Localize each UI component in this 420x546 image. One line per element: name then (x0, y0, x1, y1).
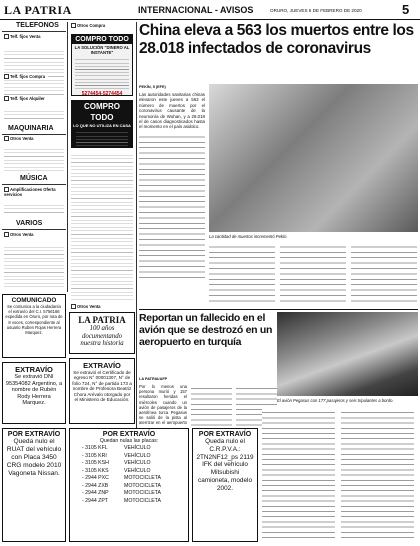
article-1-body-columns (209, 242, 418, 304)
telf-venta-ads (4, 48, 64, 96)
article-2-lead (139, 384, 187, 426)
article-1-headline: China eleva a 563 los muertos entre los 28.018 infectados de coronavirus (139, 22, 414, 57)
otros-compra-ads (71, 152, 133, 302)
article-1-caption: La cantidad de muertos incrementó Pekín. (209, 234, 288, 239)
plate-row: - 2944 ZNP MOTOCICLETA (82, 490, 161, 496)
masthead (0, 0, 420, 20)
paper-name: LA PATRIA (4, 3, 72, 17)
classifieds-column-2 (69, 22, 135, 332)
page-number: 5 (402, 2, 410, 17)
telf-venta-heading: Telf. fijos Venta (4, 34, 40, 39)
la-patria-promo-text: 100 años documentando nuestra historia (80, 325, 124, 348)
compro-todo-ad-1 (71, 34, 133, 96)
telefonos-title: TELEFONOS (16, 22, 59, 29)
por-extravio-2-title: POR EXTRAVÍO (102, 431, 156, 438)
compro-todo-title: COMPRO TODO (72, 35, 132, 44)
por-extravio-1-title: POR EXTRAVÍO (7, 431, 61, 438)
compro-todo-phone: 5274454-5274454 (81, 91, 123, 97)
por-extravio-1-notice (2, 428, 66, 542)
box-icon (71, 304, 76, 309)
comunicado-text: Se comunica a la ciudadanía el extravío del C.I. 5756166 expedida en Oruro, por ruta de 8 voces, correspondiente al usuario Ruben Rojas Herrera Marquez. (5, 304, 63, 336)
musica-ads (4, 202, 64, 216)
plate-row: - 2944 PXC MOTOCICLETA (82, 475, 161, 481)
por-extravio-3-notice (192, 428, 258, 542)
compro-todo-sub: LA SOLUCIÓN "DINERO AL INSTANTE" (74, 45, 130, 55)
article-2-caption: El avión Pegasus con 177 pasajeros y seis tripulantes a bordo. (277, 398, 394, 403)
por-extravio-2-notice (69, 428, 189, 542)
extravio-1-notice (2, 362, 66, 424)
extravio-2-title: EXTRAVÍO (83, 361, 121, 370)
extravio-1-title: EXTRAVÍO (15, 365, 53, 374)
plate-row: - 3105 KRI VEHÍCULO (82, 452, 151, 459)
phone-icon (4, 34, 9, 39)
plate-row: - 3105 KSH VEHÍCULO (82, 460, 151, 466)
compro-todo-2-title: COMPRO TODO (84, 102, 120, 122)
article-coronavirus (139, 22, 418, 308)
comunicado-title: COMUNICADO (11, 297, 57, 304)
maquinaria-ads (4, 146, 64, 172)
varios-title: VARIOS (16, 220, 43, 227)
classifieds-column-1 (2, 22, 66, 292)
article-1-byline: PEKÍN, 5 (EFE) (139, 85, 166, 89)
box-icon (4, 232, 9, 237)
por-extravio-3-text: Queda nulo el C.R.P.V.A.: 2TN2NF12_ps 2119 IFK del vehículo Mitsubishi camioneta, modelo 2002. (196, 438, 254, 492)
extravio-1-text: Se extravió DNI 95354082 Argentino, a nombre de Rubén Rody Herrera Marquez. (5, 374, 63, 407)
maquinaria-title: MAQUINARIA (8, 125, 54, 132)
article-2-headline: Reportan un fallecido en el avión que se destrozó en un aeropuerto en turquía (139, 312, 273, 348)
gear-icon (4, 136, 9, 141)
article-1-photo (209, 84, 418, 232)
plate-row: - 2944 ZXB MOTOCICLETA (82, 482, 161, 489)
article-1-lead-column (139, 92, 205, 304)
extravio-2-notice (69, 358, 135, 424)
telf-alquiler-ads (4, 108, 64, 122)
telf-compra-heading: Telf. fijos Compra (4, 74, 48, 79)
article-2-body: Por lo menos una persona murió y 157 resultaron heridas el miércoles cuando un avión de pasajeros de la aerolínea turca Pegasus se salió de la pista al aterrizar en el aeropuerto (139, 384, 187, 426)
section-title: INTERNACIONAL - AVISOS (138, 5, 254, 15)
article-2-photo (277, 312, 418, 396)
phone-icon (4, 74, 9, 79)
compro-todo-ad-2 (71, 100, 133, 148)
por-extravio-2-intro: Quedan nulas las placas: (99, 438, 159, 444)
telf-alquiler-heading: Telf. fijos Alquiler (4, 96, 48, 101)
article-2-body-lower (262, 408, 418, 542)
plate-row: - 2944 ZPT MOTOCICLETA (82, 497, 161, 504)
varios-heading: Otros Venta (4, 232, 34, 237)
plate-row: - 3105 KFL VEHÍCULO (82, 445, 151, 451)
la-patria-promo-name: LA PATRIA (78, 315, 126, 325)
compro-todo-2-sub: LO QUE NO UTILIZA EN CASA (73, 123, 131, 128)
box-icon (71, 23, 76, 28)
extravio-2-text: Se extravió el Certificado de egreso N° 00001307, N° de folio 724, N° de partida 173 a nombre de Profesora Beatriz Chora Arévalo otorgado por el Ministerio de Educación. (72, 370, 132, 403)
comunicado-notice (2, 294, 66, 358)
dateline: ORURO, JUEVES 6 DE FEBRERO DE 2020 (270, 8, 362, 13)
por-extravio-3-title: POR EXTRAVÍO (198, 431, 252, 438)
otros-venta-heading: Otros Venta (71, 304, 101, 309)
maquinaria-venta-heading: Otros Venta (4, 136, 34, 141)
la-patria-promo (69, 312, 135, 354)
article-2-byline: LA PATRIA/AFP (139, 377, 168, 381)
plate-row: - 3105 KKS VEHÍCULO (82, 467, 151, 474)
varios-ads (4, 244, 64, 290)
otros-compra-heading: Otros Compra (71, 23, 105, 28)
musica-title: MÚSICA (20, 175, 48, 182)
phone-icon (4, 96, 9, 101)
plates-list (72, 445, 186, 505)
por-extravio-1-text: Queda nulo el RUAT del vehículo con Placa 3450 CRG modelo 2010 Vagoneta Nissan. (6, 438, 62, 477)
musica-heading: Amplificaciones Oferta servicios (4, 187, 56, 198)
article-1-body: Las autoridades sanitarias chinas elevaron este jueves a 563 el número de muertos por el coronavirus causante de la neumonía de Wuhan, y a 28.018 el de casos diagnosticados hasta el momento en el país asiático. (139, 92, 205, 130)
